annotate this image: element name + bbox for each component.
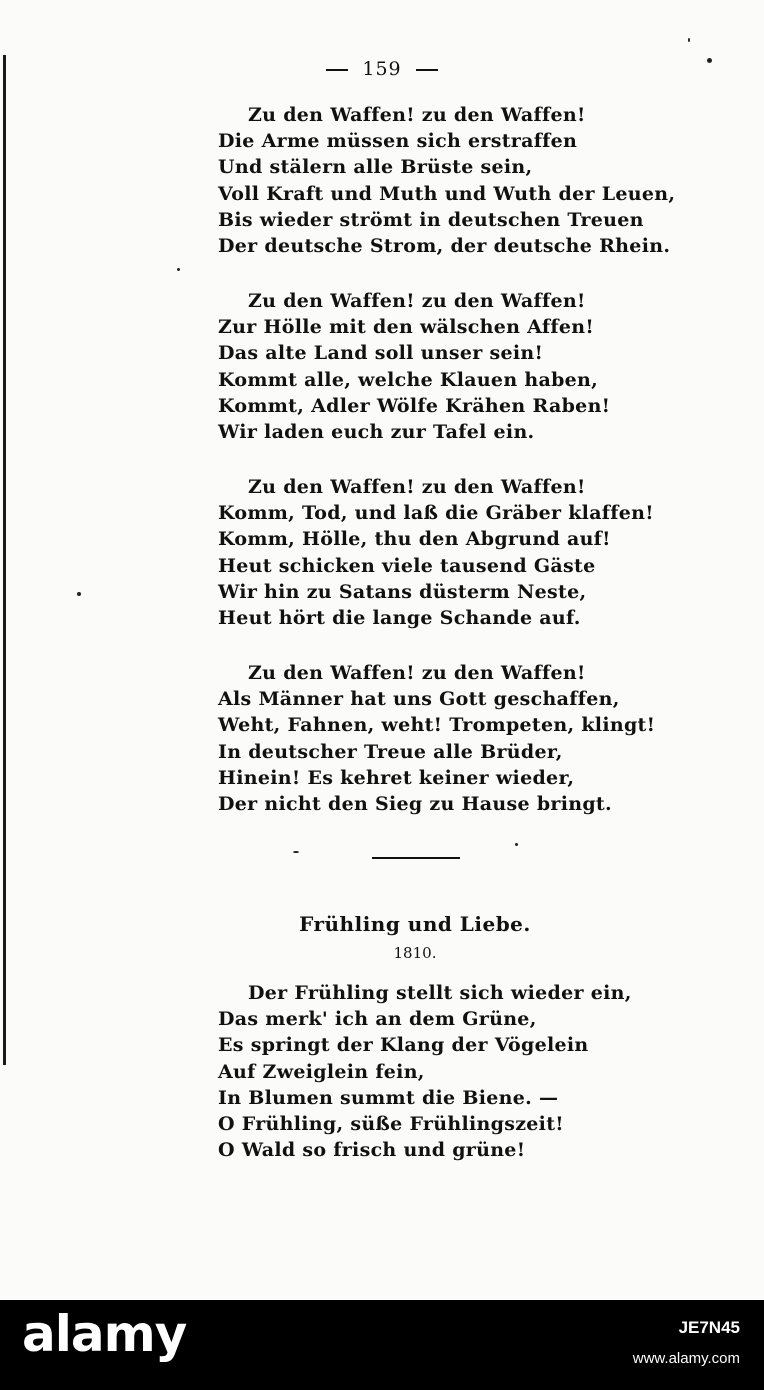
- verse-line: Die Arme müssen sich erstraffen: [218, 130, 578, 153]
- stanza-1: [218, 102, 675, 259]
- stanza-3: [218, 474, 654, 631]
- poem-title: Frühling und Liebe.: [299, 912, 531, 936]
- verse-line: Zu den Waffen! zu den Waffen!: [248, 476, 586, 498]
- verse-line: Als Männer hat uns Gott geschaffen,: [218, 688, 620, 711]
- ink-speck: [77, 592, 81, 596]
- verse-line: Heut schicken viele tausend Gäste: [218, 554, 596, 577]
- alamy-logo: alamy: [22, 1305, 187, 1363]
- verse-line: Komm, Tod, und laß die Gräber klaffen!: [218, 502, 654, 525]
- verse-line: Auf Zweiglein fein,: [218, 1060, 425, 1083]
- ink-speck: [688, 38, 690, 42]
- verse-line: In Blumen summt die Biene. —: [218, 1086, 559, 1109]
- verse-line: Der Frühling stellt sich wieder ein,: [248, 982, 632, 1004]
- verse-line: Das merk' ich an dem Grüne,: [218, 1008, 537, 1031]
- verse-line: Der deutsche Strom, der deutsche Rhein.: [218, 234, 671, 257]
- poem-year: 1810.: [393, 944, 437, 962]
- verse-line: Voll Kraft und Muth und Wuth der Leuen,: [218, 182, 676, 205]
- ink-speck: [515, 843, 518, 846]
- verse-line: Bis wieder strömt in deutschen Treuen: [218, 208, 644, 231]
- verse-line: O Wald so frisch und grüne!: [218, 1139, 526, 1162]
- section-divider: [372, 857, 460, 859]
- verse-line: Wir hin zu Satans düsterm Neste,: [218, 580, 587, 603]
- verse-line: Heut hört die lange Schande auf.: [218, 606, 581, 629]
- verse-line: Zu den Waffen! zu den Waffen!: [248, 662, 586, 684]
- verse-line: Der nicht den Sieg zu Hause bringt.: [218, 792, 612, 815]
- verse-line: Das alte Land soll unser sein!: [218, 342, 544, 365]
- verse-line: Es springt der Klang der Vögelein: [218, 1034, 589, 1057]
- stanza-4: [218, 660, 655, 817]
- verse-line: Hinein! Es kehret keiner wieder,: [218, 766, 575, 789]
- verse-line: Komm, Hölle, thu den Abgrund auf!: [218, 528, 611, 551]
- verse-line: Zu den Waffen! zu den Waffen!: [248, 104, 586, 126]
- page-number: 159: [0, 58, 764, 80]
- verse-line: Und stälern alle Brüste sein,: [218, 156, 533, 179]
- verse-line: Zur Hölle mit den wälschen Affen!: [218, 316, 594, 339]
- image-id: JE7N45: [678, 1318, 740, 1337]
- stanza-2: [218, 288, 610, 445]
- verse-line: Kommt, Adler Wölfe Krähen Raben!: [218, 394, 611, 417]
- verse-line: Weht, Fahnen, weht! Trompeten, klingt!: [218, 714, 656, 737]
- verse-line: Kommt alle, welche Klauen haben,: [218, 368, 599, 391]
- verse-line: Zu den Waffen! zu den Waffen!: [248, 290, 586, 312]
- site-url: www.alamy.com: [632, 1350, 740, 1367]
- verse-line: O Frühling, süße Frühlingszeit!: [218, 1112, 564, 1135]
- stanza-5: [218, 980, 632, 1163]
- ink-speck: [177, 268, 180, 271]
- verse-line: In deutscher Treue alle Brüder,: [218, 740, 563, 763]
- ink-speck: [293, 851, 299, 853]
- verse-line: Wir laden euch zur Tafel ein.: [218, 420, 535, 443]
